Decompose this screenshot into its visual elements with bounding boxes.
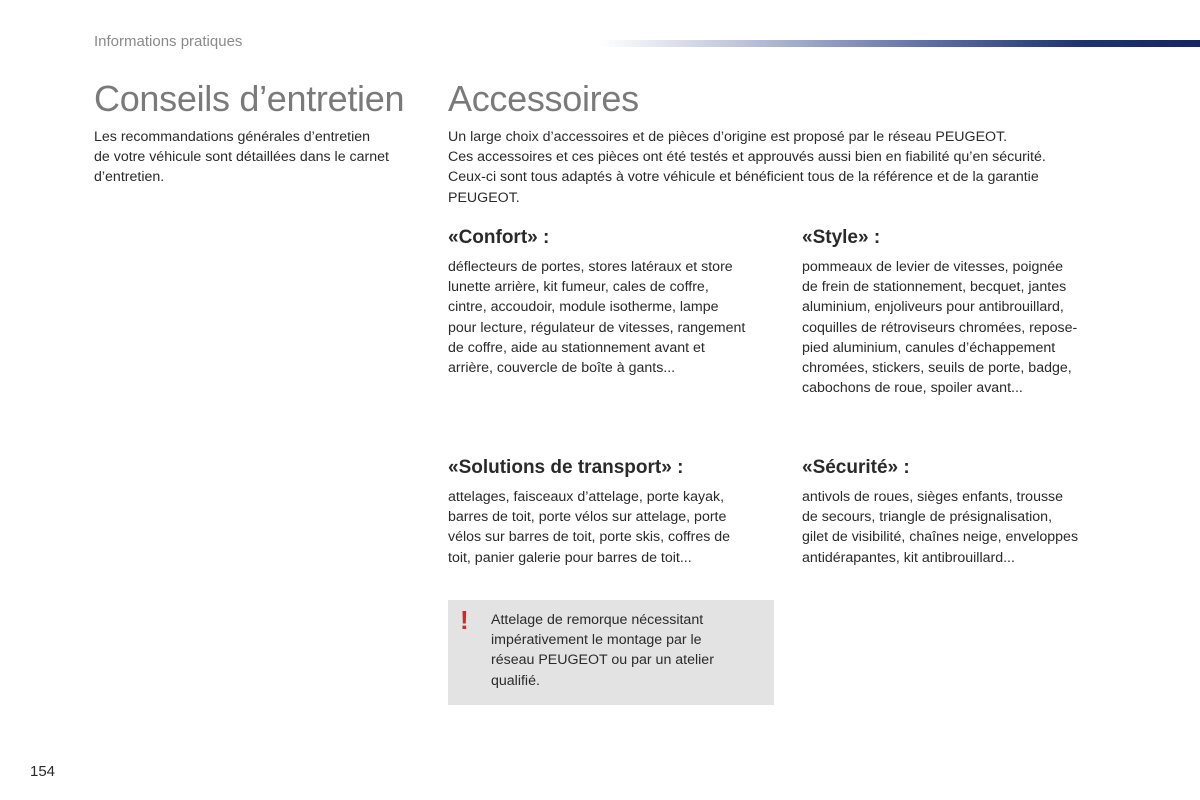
category-text <box>802 257 1132 398</box>
text-line: pied aluminium, canules d’échappement <box>802 339 1056 356</box>
maintenance-text <box>94 127 424 188</box>
text-line: déflecteurs de portes, stores latéraux et store <box>448 259 733 275</box>
text-line: d’entretien. <box>94 169 165 186</box>
text-line: cintre, accoudoir, module isotherme, lampe <box>448 299 719 316</box>
text-line: toit, panier galerie pour barres de toit... <box>448 549 692 566</box>
text-line: de secours, triangle de présignalisation, <box>802 509 1053 526</box>
category-text <box>802 487 1132 568</box>
text-line: Attelage de remorque nécessitant <box>491 612 704 628</box>
section-label: Informations pratiques <box>94 33 243 50</box>
header-gradient-bar <box>600 40 1200 47</box>
category-text <box>448 487 778 568</box>
text-line: Ces accessoires et ces pièces ont été testés et approuvés aussi bien en fiabilité qu’en sécurité. <box>448 149 1046 166</box>
text-line: de coffre, aide au stationnement avant et <box>448 339 705 356</box>
text-line: lunette arrière, kit fumeur, cales de coffre, <box>448 279 709 296</box>
text-line: barres de toit, porte vélos sur attelage, porte <box>448 509 727 526</box>
page-number: 154 <box>30 763 56 780</box>
text-line: gilet de visibilité, chaînes neige, enveloppes <box>802 529 1079 546</box>
category-confort <box>448 227 778 378</box>
text-line: arrière, couvercle de boîte à gants... <box>448 360 676 377</box>
text-line: impérativement le montage par le <box>491 632 702 649</box>
text-line: PEUGEOT. <box>448 189 520 206</box>
text-line: Ceux-ci sont tous adaptés à votre véhicule et bénéficient tous de la référence et de la garantie <box>448 169 1039 186</box>
text-line: antivols de roues, sièges enfants, trousse <box>802 489 1064 505</box>
text-line: de votre véhicule sont détaillées dans le carnet <box>94 149 389 166</box>
accessories-intro <box>448 127 1148 208</box>
category-title: «Confort» : <box>448 227 550 248</box>
category-title: «Solutions de transport» : <box>448 457 684 478</box>
category-text <box>448 257 778 378</box>
text-line: vélos sur barres de toit, porte skis, coffres de <box>448 529 731 546</box>
category-style <box>802 227 1132 398</box>
maintenance-title: Conseils d’entretien <box>94 78 405 119</box>
text-line: coquilles de rétroviseurs chromées, repose- <box>802 319 1078 336</box>
text-line: attelages, faisceaux d’attelage, porte kayak, <box>448 489 725 505</box>
text-line: aluminium, enjoliveurs pour antibrouillard, <box>802 299 1064 316</box>
text-line: Un large choix d’accessoires et de pièces d’origine est proposé par le réseau PEUGEOT. <box>448 129 1008 145</box>
text-line: cabochons de roue, spoiler avant... <box>802 380 1023 397</box>
category-securite <box>802 457 1132 568</box>
text-line: de frein de stationnement, becquet, jantes <box>802 279 1067 296</box>
text-line: chromées, stickers, seuils de porte, badge, <box>802 360 1072 377</box>
warning-box <box>448 600 774 705</box>
category-transport <box>448 457 778 568</box>
category-title: «Sécurité» : <box>802 457 910 478</box>
category-title: «Style» : <box>802 227 881 248</box>
accessories-title: Accessoires <box>448 78 639 119</box>
text-line: qualifié. <box>491 672 540 689</box>
warning-text <box>491 610 714 691</box>
text-line: Les recommandations générales d’entretien <box>94 129 371 145</box>
warning-exclamation-icon: ! <box>460 605 469 635</box>
text-line: pour lecture, régulateur de vitesses, rangement <box>448 319 746 336</box>
text-line: pommeaux de levier de vitesses, poignée <box>802 259 1064 275</box>
text-line: réseau PEUGEOT ou par un atelier <box>491 652 714 669</box>
text-line: antidérapantes, kit antibrouillard... <box>802 549 1015 566</box>
